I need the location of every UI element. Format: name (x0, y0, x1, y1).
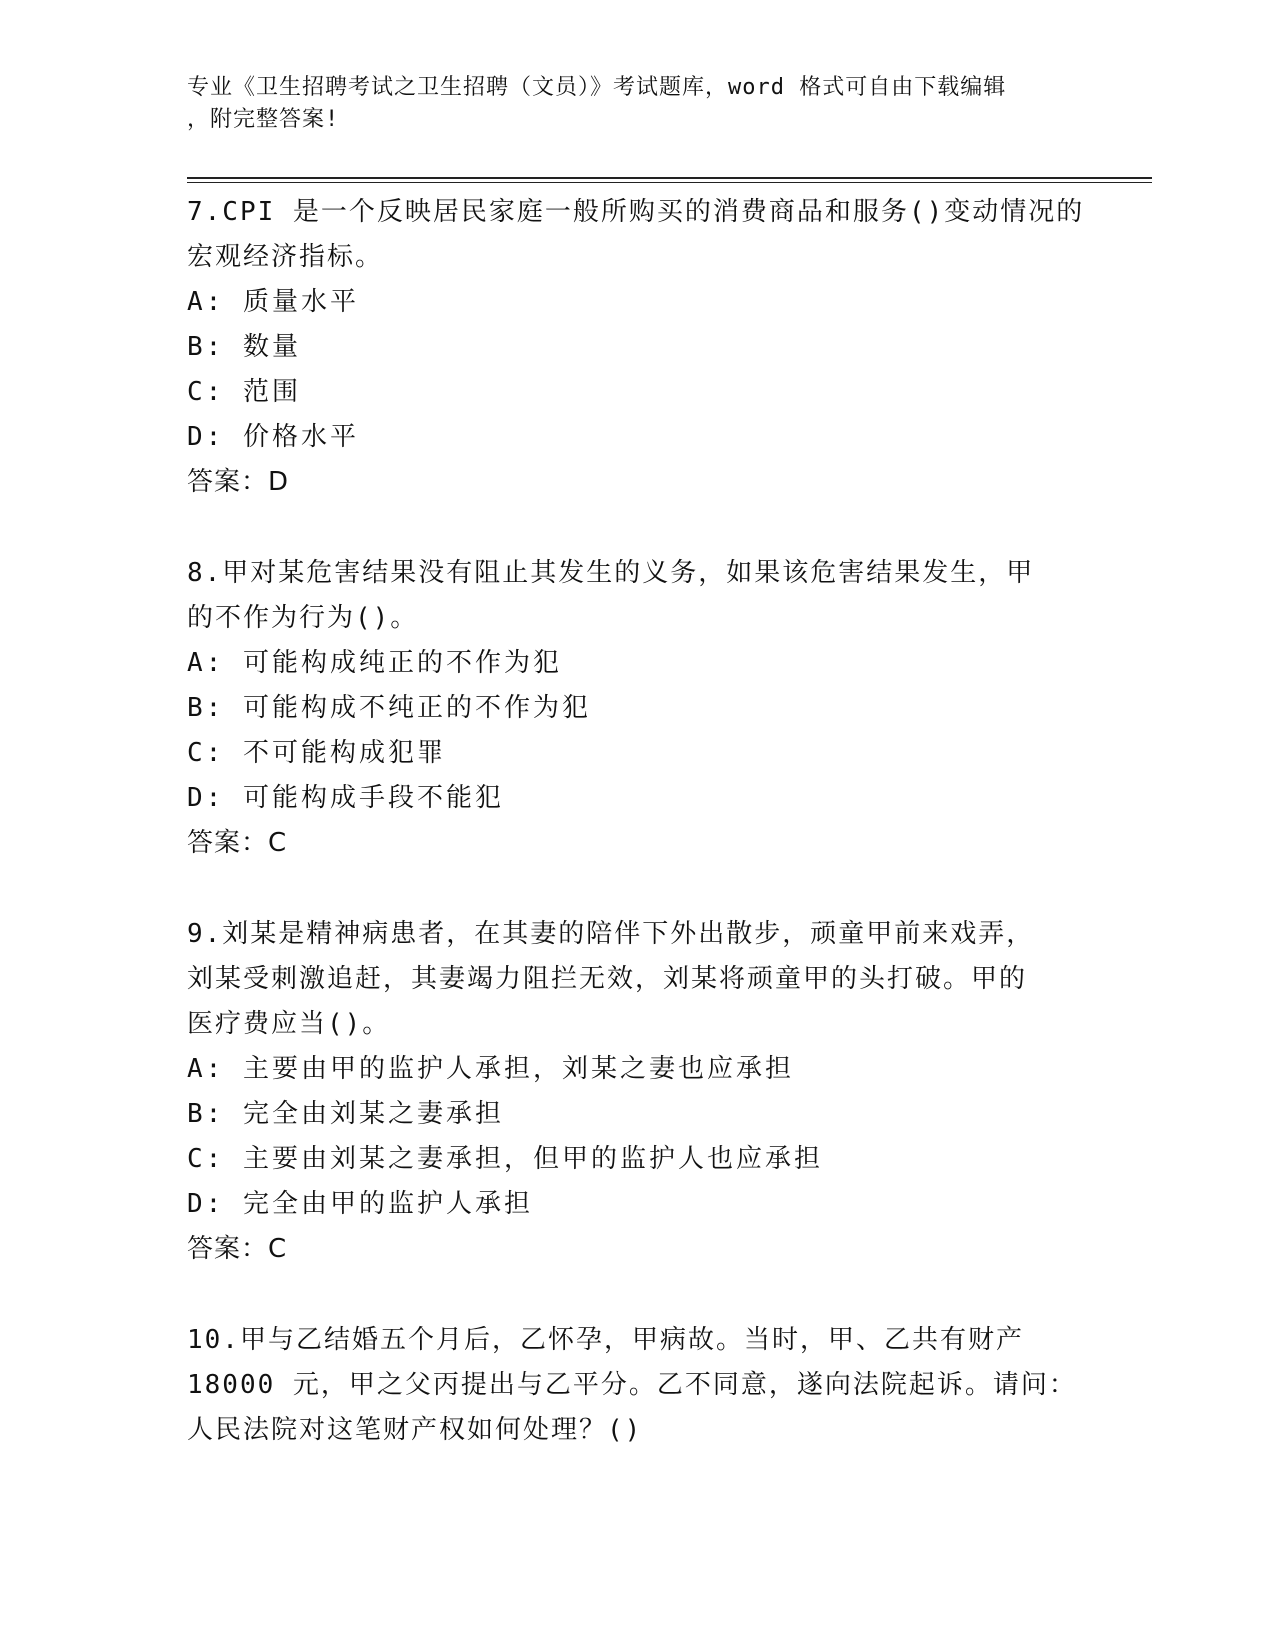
option-b: B: 数量 (187, 332, 301, 362)
option-a: A: 主要由甲的监护人承担，刘某之妻也应承担 (187, 1054, 794, 1084)
question-stem: 18000 元，甲之父丙提出与乙平分。乙不同意，遂向法院起诉。请问： (187, 1370, 1077, 1400)
question-9 (187, 912, 1087, 1272)
question-8 (187, 551, 1087, 866)
answer: 答案：D (187, 467, 290, 497)
question-7 (187, 190, 1087, 505)
question-stem: 8.甲对某危害结果没有阻止其发生的义务，如果该危害结果发生，甲 (187, 558, 1035, 588)
header-line-2: ，附完整答案! (187, 107, 340, 132)
option-c: C: 范围 (187, 377, 301, 407)
question-stem: 7.CPI 是一个反映居民家庭一般所购买的消费商品和服务()变动情况的 (187, 197, 1085, 227)
question-stem: 9.刘某是精神病患者，在其妻的陪伴下外出散步，顽童甲前来戏弄， (187, 919, 1035, 949)
question-stem: 人民法院对这笔财产权如何处理？() (187, 1415, 643, 1445)
document-header (187, 72, 1067, 136)
header-line-1: 专业《卫生招聘考试之卫生招聘（文员）》考试题库，word 格式可自由下载编辑 (187, 75, 1007, 100)
header-divider-thin (187, 182, 1152, 183)
answer: 答案：C (187, 1234, 288, 1264)
question-10 (187, 1318, 1087, 1453)
option-c: C: 主要由刘某之妻承担，但甲的监护人也应承担 (187, 1144, 823, 1174)
answer: 答案：C (187, 828, 288, 858)
question-stem: 医疗费应当()。 (187, 1009, 391, 1039)
question-stem: 刘某受刺激追赶，其妻竭力阻拦无效，刘某将顽童甲的头打破。甲的 (187, 964, 1028, 994)
question-list (187, 190, 1087, 1499)
option-b: B: 可能构成不纯正的不作为犯 (187, 693, 591, 723)
option-b: B: 完全由刘某之妻承担 (187, 1099, 504, 1129)
header-divider (187, 177, 1152, 179)
question-stem: 的不作为行为()。 (187, 603, 419, 633)
option-d: D: 完全由甲的监护人承担 (187, 1189, 533, 1219)
option-d: D: 价格水平 (187, 422, 359, 452)
option-a: A: 质量水平 (187, 287, 359, 317)
option-c: C: 不可能构成犯罪 (187, 738, 446, 768)
option-a: A: 可能构成纯正的不作为犯 (187, 648, 562, 678)
question-stem: 宏观经济指标。 (187, 242, 384, 272)
option-d: D: 可能构成手段不能犯 (187, 783, 504, 813)
question-stem: 10.甲与乙结婚五个月后，乙怀孕，甲病故。当时，甲、乙共有财产 (187, 1325, 1024, 1355)
